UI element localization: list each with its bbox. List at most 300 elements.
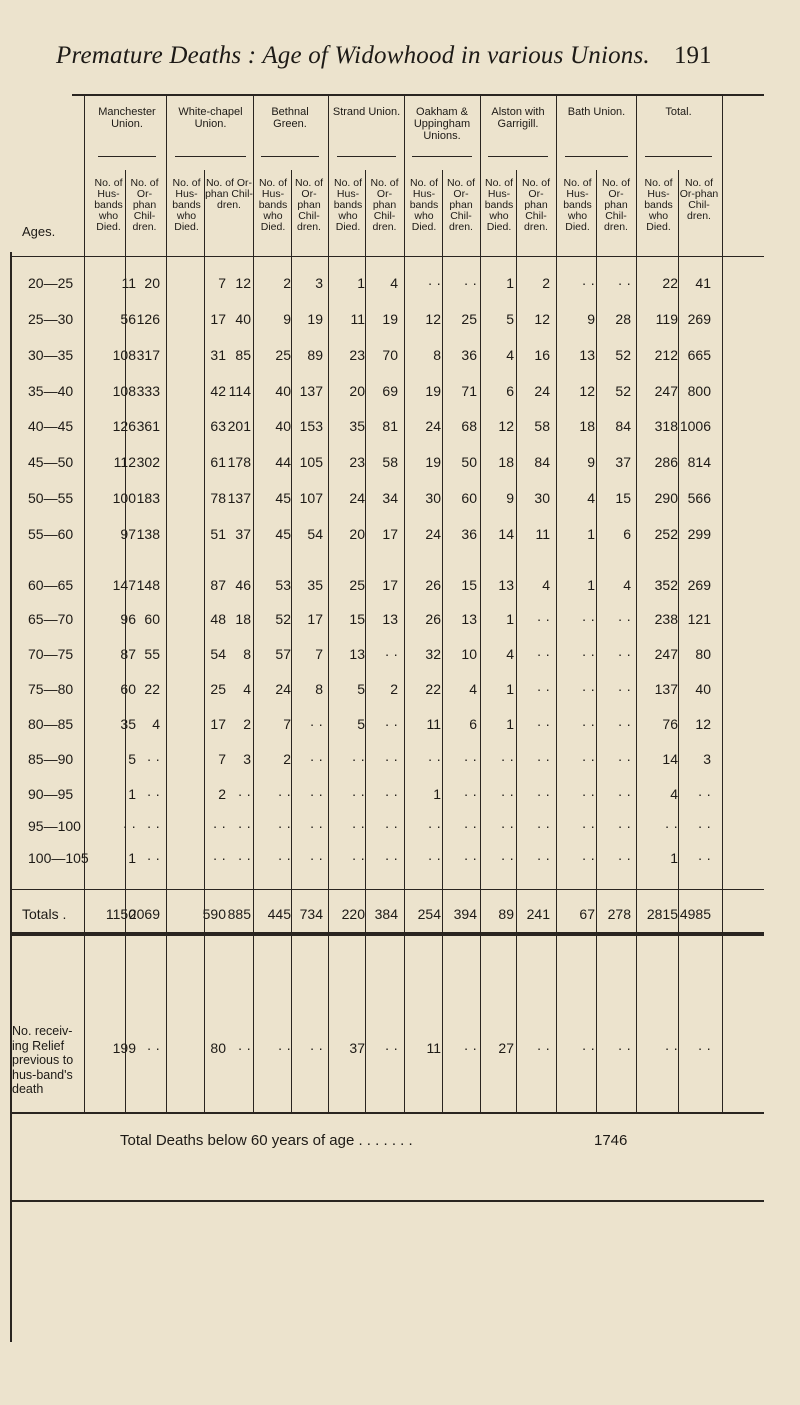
table-cell: 63 xyxy=(210,418,226,434)
table-cell: 4 xyxy=(623,577,631,593)
table-cell: 78 xyxy=(210,490,226,506)
table-cell: 19 xyxy=(307,311,323,327)
age-cell: 25—30 xyxy=(28,311,74,327)
table-cell: 4 xyxy=(670,786,678,802)
table-cell: · · xyxy=(617,646,631,662)
totals-top-rule xyxy=(10,889,764,890)
table-cell: 107 xyxy=(299,490,323,506)
table-cell: 22 xyxy=(662,275,678,291)
orphans-subheader: No. of Or-phan Chil-dren. xyxy=(679,177,719,222)
table-cell: 3 xyxy=(243,751,251,767)
table-cell: 42 xyxy=(210,383,226,399)
relief-cell: · · xyxy=(277,1040,291,1056)
table-cell: 53 xyxy=(275,577,291,593)
orphans-subheader: No. of Or-phan Chil-dren. xyxy=(205,177,253,211)
table-cell: 76 xyxy=(662,716,678,732)
table-cell: · · xyxy=(351,751,365,767)
table-cell: 4 xyxy=(243,681,251,697)
table-cell: · · xyxy=(664,818,678,834)
table-cell: 32 xyxy=(425,646,441,662)
orphans-subheader: No. of Or-phan Chil-dren. xyxy=(521,177,550,233)
table-cell: 9 xyxy=(587,311,595,327)
table-cell: · · xyxy=(309,818,323,834)
table-cell: 352 xyxy=(654,577,678,593)
table-cell: 108 xyxy=(112,383,136,399)
page-number: 191 xyxy=(674,42,712,69)
table-cell: 40 xyxy=(275,418,291,434)
table-cell: · · xyxy=(536,646,550,662)
table-cell: · · xyxy=(237,818,251,834)
table-cell: 5 xyxy=(357,716,365,732)
table-cell: · · xyxy=(697,786,711,802)
union-col-rule-1 xyxy=(166,96,167,1112)
table-cell: 286 xyxy=(654,454,678,470)
table-cell: 96 xyxy=(120,611,136,627)
husbands-subheader: No. of Hus-bands who Died. xyxy=(333,177,363,233)
table-cell: 15 xyxy=(615,490,631,506)
table-cell: · · xyxy=(617,716,631,732)
table-cell: · · xyxy=(351,786,365,802)
totals-cell: 241 xyxy=(526,906,550,922)
table-cell: 22 xyxy=(144,681,160,697)
table-cell: 138 xyxy=(136,526,160,542)
table-cell: 19 xyxy=(425,383,441,399)
table-cell: 6 xyxy=(506,383,514,399)
table-cell: 1 xyxy=(506,611,514,627)
table-cell: 46 xyxy=(235,577,251,593)
age-cell: 60—65 xyxy=(28,577,74,593)
table-cell: 81 xyxy=(382,418,398,434)
table-cell: 60 xyxy=(120,681,136,697)
table-cell: 2 xyxy=(283,275,291,291)
table-cell: 11 xyxy=(535,526,550,542)
table-cell: 30 xyxy=(425,490,441,506)
table-cell: 183 xyxy=(136,490,160,506)
table-cell: 1 xyxy=(128,850,136,866)
relief-cell: · · xyxy=(697,1040,711,1056)
table-cell: · · xyxy=(427,751,441,767)
table-cell: · · xyxy=(427,818,441,834)
table-cell: 5 xyxy=(357,681,365,697)
table-cell: · · xyxy=(500,818,514,834)
table-cell: 56 xyxy=(120,311,136,327)
table-cell: 13 xyxy=(579,347,595,363)
table-cell: · · xyxy=(500,786,514,802)
table-cell: 4 xyxy=(506,347,514,363)
table-cell: 34 xyxy=(382,490,398,506)
table-cell: · · xyxy=(617,786,631,802)
table-cell: 54 xyxy=(307,526,323,542)
union-header: White-chapel Union. xyxy=(178,106,243,130)
table-cell: 8 xyxy=(433,347,441,363)
table-cell: 26 xyxy=(425,577,441,593)
union-col-rule-4 xyxy=(404,96,405,1112)
table-cell: 35 xyxy=(349,418,365,434)
husbands-subheader: No. of Hus-bands who Died. xyxy=(258,177,288,233)
table-cell: 68 xyxy=(461,418,477,434)
table-cell: 36 xyxy=(461,347,477,363)
age-cell: 70—75 xyxy=(28,646,74,662)
table-cell: 5 xyxy=(506,311,514,327)
table-cell: 201 xyxy=(227,418,251,434)
table-cell: 20 xyxy=(349,526,365,542)
table-cell: 6 xyxy=(469,716,477,732)
table-cell: 40 xyxy=(235,311,251,327)
table-cell: 9 xyxy=(506,490,514,506)
table-cell: 247 xyxy=(654,646,678,662)
union-col-rule-2 xyxy=(253,96,254,1112)
table-cell: 12 xyxy=(695,716,711,732)
totals-cell: 89 xyxy=(498,906,514,922)
totals-cell: 1150 xyxy=(105,906,136,922)
relief-cell: · · xyxy=(237,1040,251,1056)
table-cell: 13 xyxy=(382,611,398,627)
table-cell: 25 xyxy=(275,347,291,363)
table-cell: 1 xyxy=(433,786,441,802)
table-cell: 11 xyxy=(121,275,136,291)
union-header-underline xyxy=(565,156,628,157)
table-cell: · · xyxy=(617,275,631,291)
table-cell: 87 xyxy=(210,577,226,593)
relief-cell: 27 xyxy=(498,1040,514,1056)
table-cell: 137 xyxy=(227,490,251,506)
table-cell: 333 xyxy=(136,383,160,399)
age-cell: 55—60 xyxy=(28,526,74,542)
table-cell: 108 xyxy=(112,347,136,363)
table-cell: · · xyxy=(617,818,631,834)
table-cell: 16 xyxy=(534,347,550,363)
top-rule xyxy=(72,94,764,96)
age-cell: 35—40 xyxy=(28,383,74,399)
table-cell: · · xyxy=(617,681,631,697)
table-cell: 1 xyxy=(587,526,595,542)
union-header-underline xyxy=(488,156,548,157)
table-cell: · · xyxy=(617,751,631,767)
table-cell: 121 xyxy=(687,611,711,627)
table-cell: 26 xyxy=(425,611,441,627)
table-cell: 9 xyxy=(587,454,595,470)
table-cell: · · xyxy=(536,786,550,802)
union-header: Bath Union. xyxy=(567,106,626,118)
table-cell: 19 xyxy=(425,454,441,470)
table-cell: 153 xyxy=(299,418,323,434)
table-cell: 58 xyxy=(382,454,398,470)
table-cell: 114 xyxy=(228,383,251,399)
table-cell: 4 xyxy=(506,646,514,662)
union-header-underline xyxy=(175,156,246,157)
table-cell: 89 xyxy=(307,347,323,363)
table-cell: 12 xyxy=(498,418,514,434)
union-header-underline xyxy=(261,156,319,157)
table-cell: 44 xyxy=(275,454,291,470)
table-cell: 17 xyxy=(210,311,226,327)
table-cell: 302 xyxy=(136,454,160,470)
table-cell: 13 xyxy=(349,646,365,662)
table-cell: 1 xyxy=(357,275,365,291)
totals-cell: 590 xyxy=(202,906,226,922)
table-cell: · · xyxy=(463,751,477,767)
table-cell: · · xyxy=(384,646,398,662)
relief-cell: 80 xyxy=(210,1040,226,1056)
table-cell: · · xyxy=(697,818,711,834)
table-cell: 1 xyxy=(587,577,595,593)
union-header: Oakham & Uppingham Unions. xyxy=(413,106,471,142)
table-cell: 665 xyxy=(687,347,711,363)
table-cell: 10 xyxy=(461,646,477,662)
table-cell: 12 xyxy=(579,383,595,399)
table-cell: 178 xyxy=(227,454,251,470)
table-cell: 814 xyxy=(687,454,711,470)
table-cell: 17 xyxy=(382,577,398,593)
table-cell: 35 xyxy=(120,716,136,732)
table-cell: 12 xyxy=(534,311,550,327)
table-cell: 137 xyxy=(299,383,323,399)
relief-cell: · · xyxy=(146,1040,160,1056)
relief-cell: · · xyxy=(384,1040,398,1056)
union-header: Strand Union. xyxy=(332,106,401,118)
table-cell: 112 xyxy=(113,454,136,470)
table-cell: · · xyxy=(277,818,291,834)
table-cell: · · xyxy=(536,611,550,627)
table-cell: · · xyxy=(581,786,595,802)
table-cell: · · xyxy=(351,818,365,834)
table-cell: · · xyxy=(617,611,631,627)
table-cell: · · xyxy=(384,751,398,767)
table-cell: 1 xyxy=(506,716,514,732)
table-cell: · · xyxy=(536,751,550,767)
relief-label: No. receiv-ing Relief previous to hus-band's death xyxy=(12,1024,74,1096)
table-cell: · · xyxy=(463,850,477,866)
table-cell: 19 xyxy=(382,311,398,327)
table-cell: · · xyxy=(309,850,323,866)
table-cell: 15 xyxy=(349,611,365,627)
table-cell: · · xyxy=(463,275,477,291)
table-cell: 137 xyxy=(654,681,678,697)
table-cell: 51 xyxy=(210,526,226,542)
table-cell: · · xyxy=(384,716,398,732)
table-cell: · · xyxy=(212,850,226,866)
table-cell: 11 xyxy=(350,311,365,327)
table-cell: 1 xyxy=(128,786,136,802)
relief-cell: 11 xyxy=(426,1040,441,1056)
table-cell: 3 xyxy=(703,751,711,767)
table-cell: · · xyxy=(581,646,595,662)
relief-cell: · · xyxy=(664,1040,678,1056)
table-cell: 41 xyxy=(695,275,711,291)
left-rule xyxy=(10,252,12,1342)
table-cell: 52 xyxy=(615,347,631,363)
table-cell: 17 xyxy=(382,526,398,542)
table-cell: 18 xyxy=(235,611,251,627)
table-cell: 11 xyxy=(426,716,441,732)
table-cell: 31 xyxy=(210,347,226,363)
ages-header: Ages. xyxy=(22,224,56,239)
husbands-subheader: No. of Hus-bands who Died. xyxy=(644,177,673,233)
table-cell: 147 xyxy=(112,577,136,593)
table-cell: 126 xyxy=(136,311,160,327)
union-header: Alston with Garrigill. xyxy=(491,106,545,130)
table-cell: 269 xyxy=(687,311,711,327)
union-col-rule-5 xyxy=(480,96,481,1112)
table-cell: 37 xyxy=(235,526,251,542)
table-cell: 24 xyxy=(534,383,550,399)
table-cell: 105 xyxy=(299,454,323,470)
table-cell: 2 xyxy=(218,786,226,802)
table-cell: 48 xyxy=(210,611,226,627)
totals-cell: 2815 xyxy=(646,906,678,922)
table-cell: 23 xyxy=(349,347,365,363)
table-cell: 6 xyxy=(623,526,631,542)
footer-note: Total Deaths below 60 years of age . . . . . . . xyxy=(120,1132,413,1149)
orphans-subheader: No. of Or-phan Chil-dren. xyxy=(294,177,323,233)
table-cell: · · xyxy=(309,751,323,767)
table-cell: · · xyxy=(146,818,160,834)
table-cell: · · xyxy=(581,850,595,866)
table-cell: 5 xyxy=(128,751,136,767)
table-cell: 97 xyxy=(120,526,136,542)
table-cell: 45 xyxy=(275,490,291,506)
totals-bottom-rule xyxy=(10,932,764,936)
table-cell: · · xyxy=(237,786,251,802)
totals-cell: 734 xyxy=(299,906,323,922)
table-cell: 9 xyxy=(283,311,291,327)
table-cell: 20 xyxy=(349,383,365,399)
relief-cell: · · xyxy=(536,1040,550,1056)
table-cell: 24 xyxy=(275,681,291,697)
relief-cell: 199 xyxy=(112,1040,136,1056)
table-cell: 7 xyxy=(315,646,323,662)
table-cell: 1 xyxy=(670,850,678,866)
table-cell: 4 xyxy=(152,716,160,732)
table-cell: 36 xyxy=(461,526,477,542)
table-cell: 119 xyxy=(655,311,678,327)
table-cell: 4 xyxy=(587,490,595,506)
table-cell: · · xyxy=(146,751,160,767)
union-col-rule-6 xyxy=(556,96,557,1112)
table-cell: 30 xyxy=(534,490,550,506)
table-cell: 361 xyxy=(136,418,160,434)
table-cell: 238 xyxy=(654,611,678,627)
relief-cell: · · xyxy=(463,1040,477,1056)
table-cell: · · xyxy=(309,716,323,732)
table-cell: 13 xyxy=(498,577,514,593)
table-cell: · · xyxy=(581,716,595,732)
table-cell: · · xyxy=(463,786,477,802)
table-cell: 18 xyxy=(498,454,514,470)
table-cell: 3 xyxy=(315,275,323,291)
running-title: Premature Deaths : Age of Widowhood in various Unions. xyxy=(56,42,650,69)
table-cell: 12 xyxy=(425,311,441,327)
table-cell: 7 xyxy=(283,716,291,732)
table-cell: 100 xyxy=(112,490,136,506)
age-cell: 80—85 xyxy=(28,716,74,732)
table-cell: 40 xyxy=(275,383,291,399)
table-cell: 4 xyxy=(390,275,398,291)
husbands-subheader: No. of Hus-bands who Died. xyxy=(484,177,514,233)
table-cell: 25 xyxy=(349,577,365,593)
table-cell: 84 xyxy=(615,418,631,434)
totals-label: Totals . xyxy=(22,906,67,922)
table-cell: 1 xyxy=(506,275,514,291)
husbands-subheader: No. of Hus-bands who Died. xyxy=(409,177,439,233)
totals-cell: 67 xyxy=(579,906,595,922)
relief-cell: · · xyxy=(309,1040,323,1056)
table-cell: · · xyxy=(384,818,398,834)
table-cell: · · xyxy=(581,751,595,767)
relief-cell: · · xyxy=(581,1040,595,1056)
table-cell: 23 xyxy=(349,454,365,470)
table-cell: · · xyxy=(581,681,595,697)
table-cell: · · xyxy=(463,818,477,834)
union-col-rule-7 xyxy=(636,96,637,1112)
table-cell: · · xyxy=(309,786,323,802)
table-cell: 57 xyxy=(275,646,291,662)
relief-cell: · · xyxy=(617,1040,631,1056)
table-cell: · · xyxy=(581,818,595,834)
table-cell: · · xyxy=(384,850,398,866)
table-cell: · · xyxy=(500,751,514,767)
age-col-rule xyxy=(84,96,85,1112)
union-header-underline xyxy=(645,156,712,157)
table-cell: 84 xyxy=(534,454,550,470)
husbands-subheader: No. of Hus-bands who Died. xyxy=(172,177,201,233)
table-cell: · · xyxy=(384,786,398,802)
table-cell: 252 xyxy=(654,526,678,542)
table-cell: 566 xyxy=(687,490,711,506)
age-cell: 95—100 xyxy=(28,818,81,834)
orphans-subheader: No. of Or-phan Chil-dren. xyxy=(370,177,399,233)
orphans-subheader: No. of Or-phan Chil-dren. xyxy=(601,177,630,233)
table-cell: 4 xyxy=(469,681,477,697)
table-cell: · · xyxy=(536,716,550,732)
totals-cell: 2069 xyxy=(128,906,160,922)
table-cell: 8 xyxy=(243,646,251,662)
header-bottom-rule xyxy=(10,256,764,257)
table-cell: 28 xyxy=(615,311,631,327)
table-cell: 22 xyxy=(425,681,441,697)
totals-cell: 394 xyxy=(453,906,477,922)
table-cell: 40 xyxy=(695,681,711,697)
table-cell: 80 xyxy=(695,646,711,662)
table-cell: · · xyxy=(122,818,136,834)
age-cell: 100—105 xyxy=(28,850,89,866)
table-cell: 2 xyxy=(390,681,398,697)
table-cell: 17 xyxy=(307,611,323,627)
table-cell: 69 xyxy=(382,383,398,399)
age-cell: 40—45 xyxy=(28,418,74,434)
table-cell: 4 xyxy=(542,577,550,593)
table-cell: · · xyxy=(617,850,631,866)
totals-cell: 278 xyxy=(607,906,631,922)
age-cell: 75—80 xyxy=(28,681,74,697)
age-cell: 90—95 xyxy=(28,786,74,802)
table-cell: 20 xyxy=(144,275,160,291)
table-cell: · · xyxy=(697,850,711,866)
table-cell: 60 xyxy=(144,611,160,627)
orphans-subheader: No. of Or-phan Chil-dren. xyxy=(130,177,159,233)
totals-cell: 220 xyxy=(341,906,365,922)
table-cell: · · xyxy=(581,611,595,627)
table-cell: 55 xyxy=(144,646,160,662)
union-header-underline xyxy=(98,156,156,157)
footer-rule xyxy=(10,1200,764,1202)
table-cell: 318 xyxy=(654,418,678,434)
table-cell: 2 xyxy=(542,275,550,291)
table-cell: · · xyxy=(212,818,226,834)
husbands-subheader: No. of Hus-bands who Died. xyxy=(94,177,123,233)
table-cell: 13 xyxy=(461,611,477,627)
table-cell: 45 xyxy=(275,526,291,542)
